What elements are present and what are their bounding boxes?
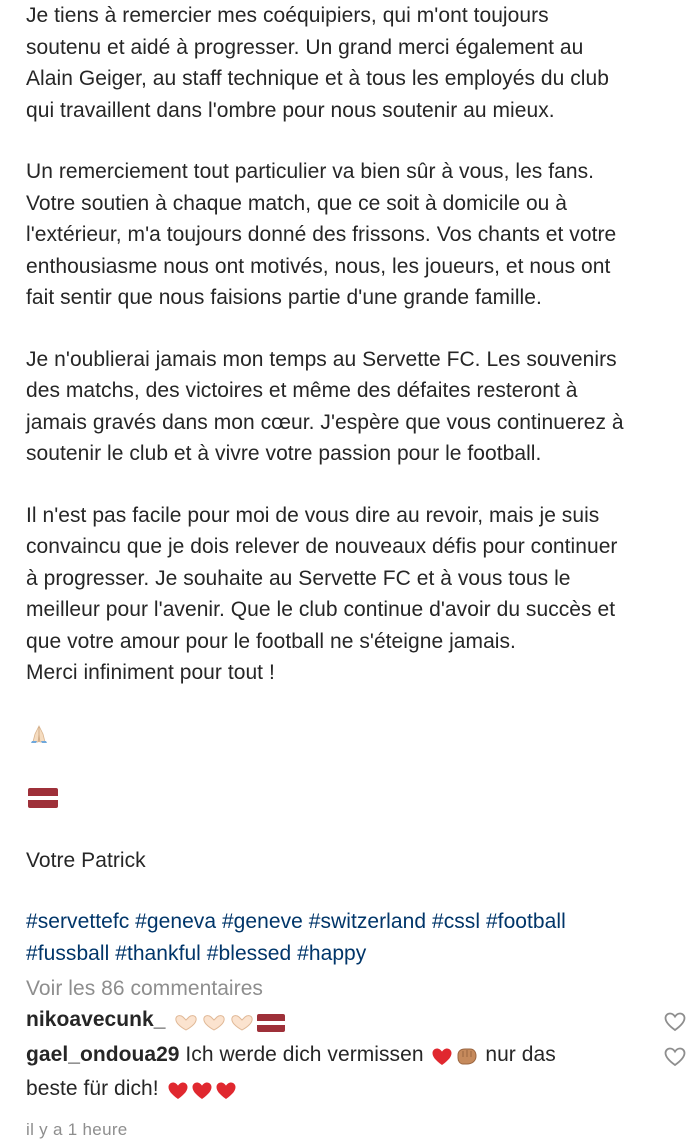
comment-text: beste für dich! [26, 1077, 159, 1100]
caption-paragraph-4 [26, 500, 686, 815]
like-comment-heart-icon[interactable] [664, 1045, 686, 1065]
comment-item [26, 1004, 686, 1039]
post-caption [26, 0, 686, 1142]
red-heart-icon [431, 1042, 453, 1074]
signoff: Votre Patrick [26, 848, 146, 872]
red-heart-icon [215, 1076, 237, 1108]
red-heart-icon [191, 1076, 213, 1108]
caption-paragraph-3: Je n'oublierai jamais mon temps au Servette FC. Les souvenirs des matchs, des victoires et même des défaites resteront à jamais gravés dans mon cœur. J'espère que vous continuerez à soutenir le club et à vivre votre passion pour le football. [26, 347, 624, 465]
hashtags-line-1[interactable]: #servettefc #geneva #geneve #switzerland #cssl #football [26, 910, 566, 933]
hashtags-line-2[interactable]: #fussball #thankful #blessed #happy [26, 941, 367, 965]
hashtags [26, 906, 686, 969]
folded-hands-icon [28, 689, 50, 752]
comment-item [26, 1039, 686, 1108]
closing-line: Merci infiniment pour tout ! [26, 661, 275, 684]
latvia-flag-icon [28, 752, 58, 815]
fist-bump-icon [455, 1042, 479, 1074]
like-comment-heart-icon[interactable] [664, 1010, 686, 1030]
comment-username[interactable]: nikoavecunk_ [26, 1008, 166, 1031]
view-all-comments-link[interactable]: Voir les 86 commentaires [26, 977, 263, 1000]
caption-paragraph-4-text: Il n'est pas facile pour moi de vous dire au revoir, mais je suis convaincu que je dois relever de nouveaux défis pour continuer à progresser. Je souhaite au Servette FC et à vous tous le meilleur pour l'avenir. Que le club continue d'avoir du succès et que votre amour pour le football ne s'éteigne jamais. [26, 503, 618, 653]
comment-username[interactable]: gael_ondoua29 [26, 1042, 180, 1066]
comment-text: Ich werde dich vermissen [185, 1042, 424, 1066]
red-heart-icon [167, 1076, 189, 1108]
caption-paragraph-1: Je tiens à remercier mes coéquipiers, qui m'ont toujours soutenu et aidé à progresser. Un grand merci également au Alain Geiger, au staff technique et à tous les employés du club qui travaillent dans l'ombre pour nous soutenir au mieux. [26, 4, 609, 122]
post-timestamp: il y a 1 heure [26, 1119, 128, 1139]
caption-paragraph-2: Un remerciement tout particulier va bien sûr à vous, les fans. Votre soutien à chaque match, que ce soit à domicile ou à l'extérieur, m'a toujours donné des frissons. Vos chants et votre enthousiasme nous ont motivés, nous, les joueurs, et nous ont fait sentir que nous faisions partie d'une grande famille. [26, 160, 617, 309]
comment-text: nur das [485, 1042, 556, 1066]
